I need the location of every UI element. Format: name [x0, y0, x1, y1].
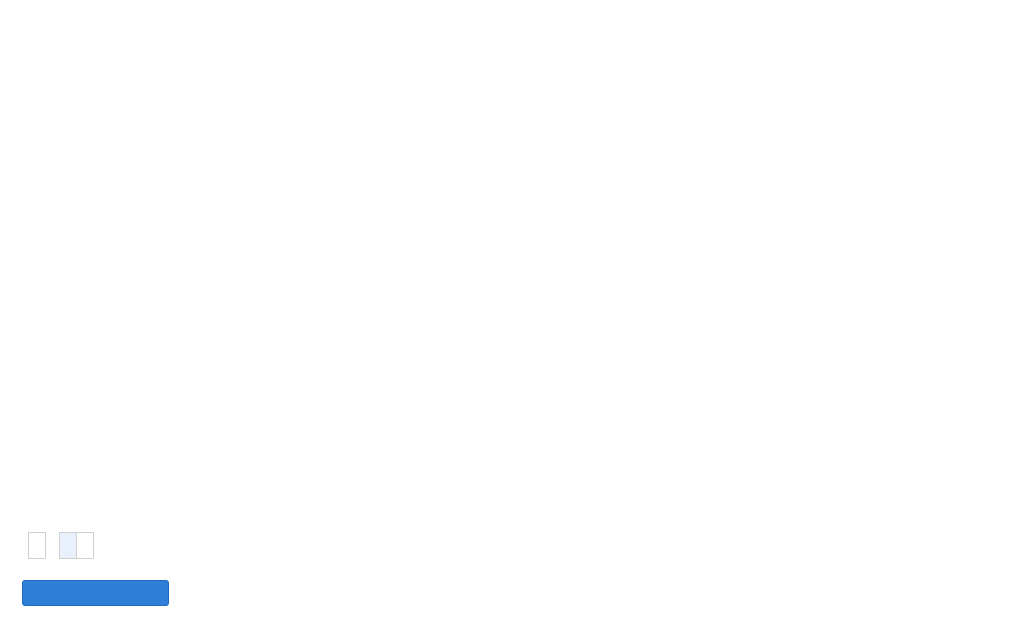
graphing-canvas[interactable]: [0, 180, 380, 530]
freehand-draw-button[interactable]: [59, 532, 77, 559]
submit-question-button[interactable]: [22, 580, 169, 606]
draw-mode-label: [45, 532, 59, 559]
clear-all-button[interactable]: [28, 532, 46, 559]
graph-toolbar: [28, 532, 93, 559]
eraser-button[interactable]: [76, 532, 94, 559]
